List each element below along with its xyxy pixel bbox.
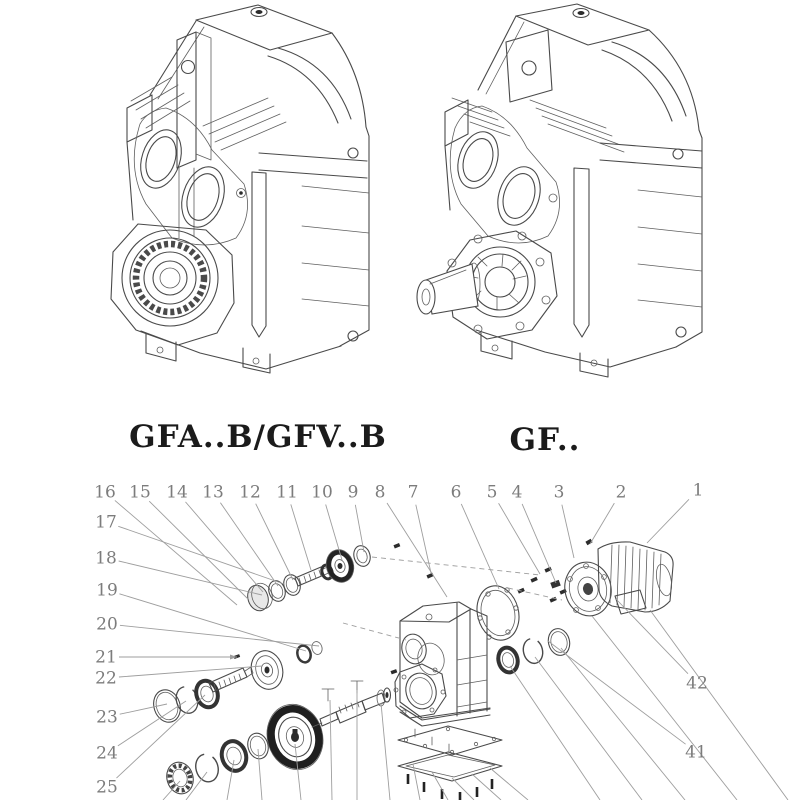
mount-ear <box>127 95 152 142</box>
callout-number: 23 <box>96 707 118 728</box>
mount-feet <box>141 331 341 369</box>
bolt <box>393 543 400 548</box>
small-ring <box>295 644 312 664</box>
output-gear <box>259 698 330 777</box>
lower-bore-boss <box>395 664 446 718</box>
callout-number: 24 <box>96 743 118 764</box>
lower-bore <box>402 670 440 712</box>
snap-ring <box>193 752 222 785</box>
leader-line <box>548 641 686 744</box>
leader-line <box>256 504 293 580</box>
top-plate <box>196 5 332 50</box>
leader-line-truncated <box>561 648 685 800</box>
end-cap <box>244 583 271 614</box>
callout-number: 7 <box>407 482 419 503</box>
leader-line <box>149 501 248 599</box>
callout-number: 6 <box>450 482 462 503</box>
bearing <box>496 646 520 675</box>
callout-number: 4 <box>511 482 523 503</box>
leader-line <box>522 504 556 583</box>
alignment-axis-line <box>343 623 406 640</box>
front-bracket <box>506 30 552 102</box>
clamp-strap <box>574 168 589 337</box>
front-bracket <box>177 32 196 168</box>
leader-line <box>118 526 284 584</box>
leader-line <box>387 503 447 597</box>
callout-numbers <box>94 481 708 798</box>
terminal-box <box>615 590 646 614</box>
input-bores <box>451 127 547 231</box>
leader-line <box>416 505 431 573</box>
model-label-gf: GF.. <box>509 422 581 458</box>
leader-line-truncated <box>592 616 737 800</box>
leader-line <box>119 666 262 677</box>
callout-number: 41 <box>685 742 707 763</box>
alignment-axis-line <box>508 588 562 600</box>
motor-assembly <box>560 542 674 620</box>
callout-number: 42 <box>686 673 708 694</box>
oil-pan-and-gasket <box>398 726 502 800</box>
leader-line <box>355 505 364 552</box>
alignment-dashed-lines <box>343 557 562 640</box>
bolt <box>390 669 397 674</box>
leader-line <box>616 599 688 674</box>
strap-hole <box>673 149 683 159</box>
snap-ring <box>521 637 545 666</box>
cooling-ribs <box>452 98 624 152</box>
gasket <box>398 726 502 755</box>
seal-ring <box>266 579 288 604</box>
leader-line-truncated <box>258 749 262 800</box>
callout-number: 12 <box>239 482 261 503</box>
callout-number: 18 <box>95 548 117 569</box>
bracket-hole <box>522 61 536 75</box>
output-bearing <box>122 230 218 326</box>
callout-number: 22 <box>95 668 117 689</box>
callout-number: 16 <box>94 482 116 503</box>
gear-housing <box>390 602 490 726</box>
callout-number: 3 <box>553 482 565 503</box>
leader-line <box>590 503 614 544</box>
leader-line <box>647 499 689 543</box>
leader-arrowhead <box>230 655 237 660</box>
bearing <box>351 544 372 569</box>
callout-number: 19 <box>96 580 118 601</box>
callout-number: 17 <box>95 512 117 533</box>
arch-gusset <box>612 42 686 116</box>
leader-line <box>291 504 311 570</box>
gearbox-drawing-gf <box>417 4 702 377</box>
callout-number: 10 <box>311 482 333 503</box>
leader-line <box>499 503 540 574</box>
arch-gusset <box>278 48 351 119</box>
clamp-strap <box>252 172 266 337</box>
mount-ear <box>445 100 468 146</box>
output-shaft <box>312 688 391 727</box>
model-label-gfab: GFA..B/GFV..B <box>129 419 387 455</box>
leader-line-truncated <box>452 778 474 800</box>
top-plate <box>516 4 649 45</box>
leader-line <box>115 500 237 605</box>
bearing <box>218 738 249 773</box>
callout-number: 25 <box>96 777 118 798</box>
small-washer <box>310 640 323 655</box>
callout-number: 8 <box>374 482 386 503</box>
callout-number: 21 <box>95 647 117 668</box>
callout-number: 13 <box>202 482 224 503</box>
alignment-axis-line <box>372 557 540 575</box>
callout-number: 2 <box>615 482 627 503</box>
callout-number: 9 <box>347 482 359 503</box>
leader-line <box>562 505 574 558</box>
leader-line-truncated <box>535 657 642 800</box>
bracket-hole <box>182 61 195 74</box>
callout-number: 15 <box>129 482 151 503</box>
callout-number: 1 <box>692 480 704 501</box>
leader-line-truncated <box>432 772 448 800</box>
side-panel <box>676 130 702 347</box>
leader-line <box>119 594 306 651</box>
output-shaft <box>417 263 480 314</box>
callout-number: 14 <box>166 482 188 503</box>
leader-line-truncated <box>650 610 788 800</box>
leader-line <box>461 504 499 589</box>
leader-line <box>220 503 278 586</box>
callout-number: 11 <box>276 482 298 503</box>
upper-bore <box>399 632 430 667</box>
leader-line <box>116 695 205 778</box>
gearbox-drawing-gfab <box>111 5 369 373</box>
leader-line-truncated <box>510 666 600 800</box>
leader-line <box>118 701 186 746</box>
leader-line <box>120 625 319 646</box>
callout-number: 20 <box>96 614 118 635</box>
leader-line <box>120 704 167 714</box>
pan-bolts <box>408 774 492 800</box>
leader-line-truncated <box>381 703 390 800</box>
stud-pin <box>322 689 334 701</box>
leader-line-truncated <box>330 700 332 800</box>
exploded-parts-view <box>150 539 675 800</box>
strap-hole <box>348 148 358 158</box>
callout-number: 5 <box>486 482 498 503</box>
leader-line-truncated <box>413 764 420 800</box>
